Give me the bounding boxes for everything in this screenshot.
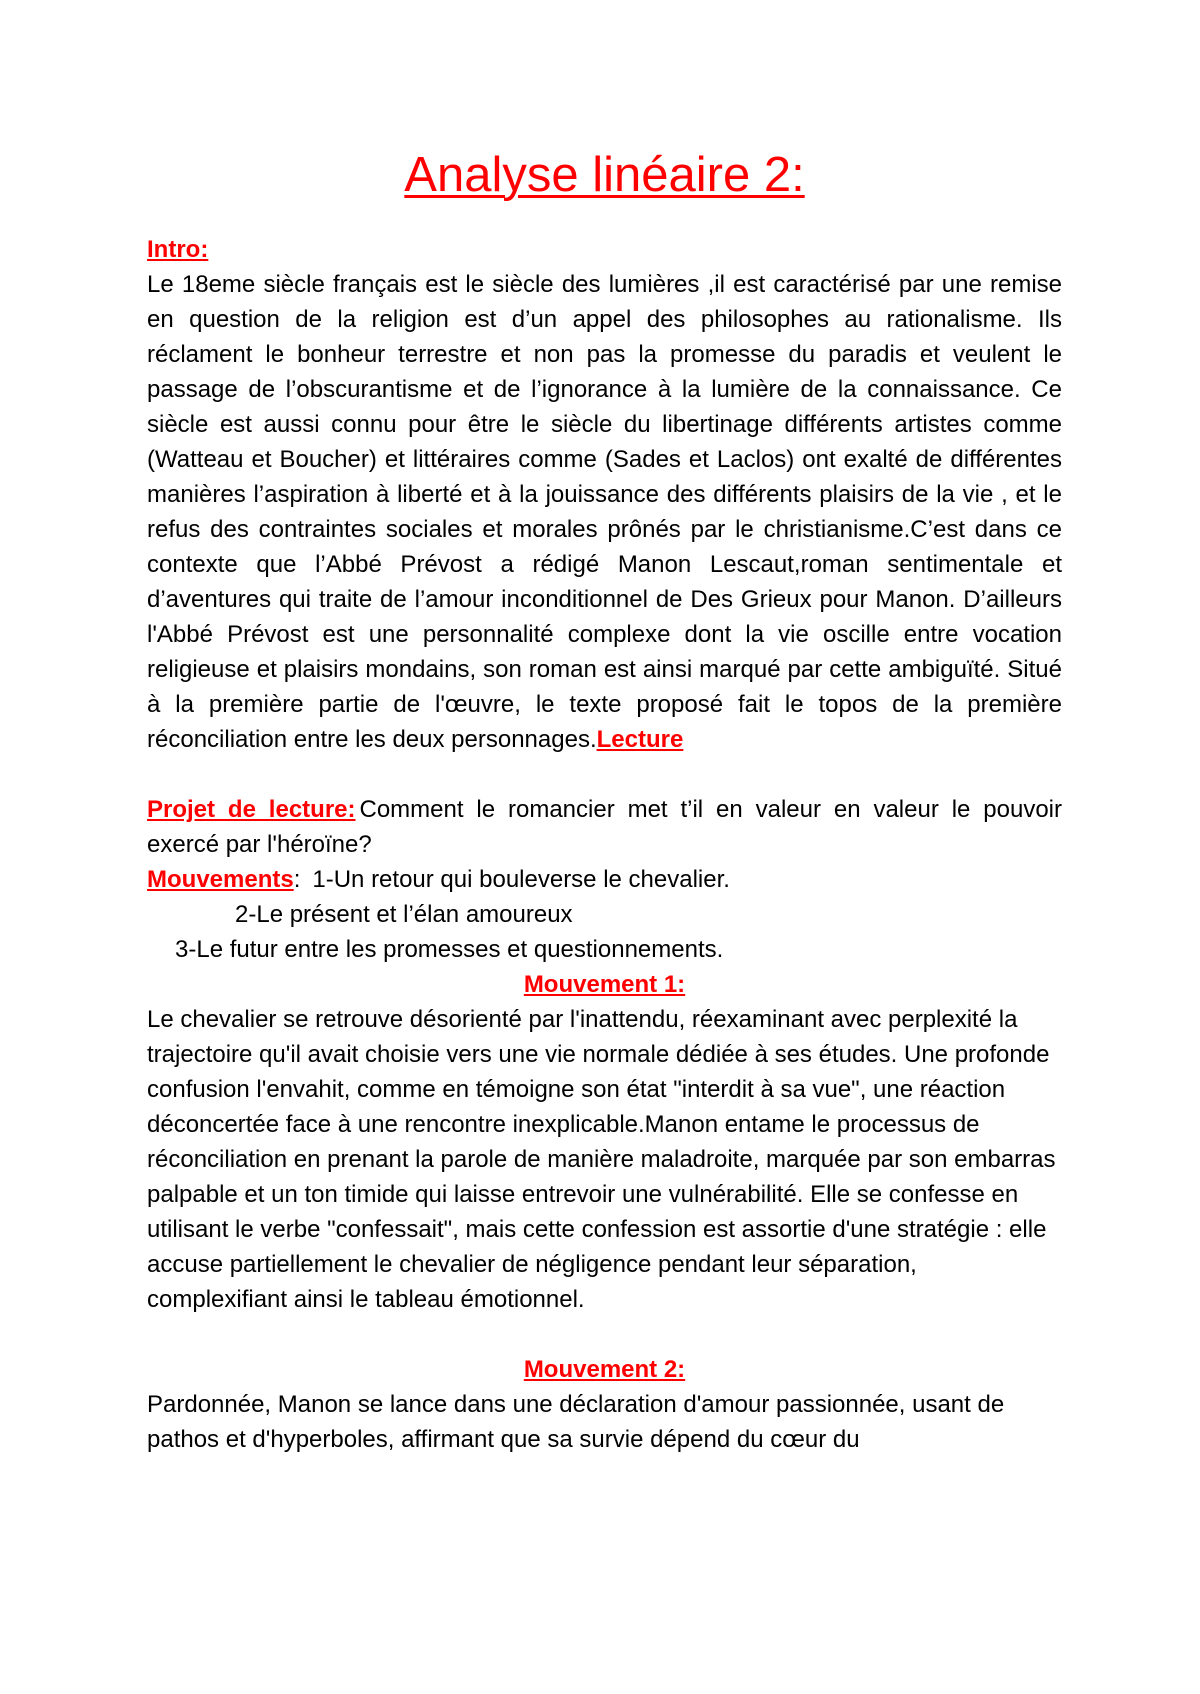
mouvements-item-3-line: [147, 932, 1062, 967]
intro-paragraph: [147, 267, 1062, 757]
mouvement1-paragraph: [147, 1002, 1062, 1317]
mouvement-item-1: 1-Un retour qui bouleverse le chevalier.: [312, 866, 730, 893]
mouvement1-heading: Mouvement 1:: [523, 971, 686, 998]
mouvement1-body: Le chevalier se retrouve désorienté par l'inattendu, réexaminant avec perplexité la trajectoire qu'il avait choisie vers une vie normale dédiée à ses études. Une profonde confusion l'envahit, comme en témoigne son état "interdit à sa vue", une réaction déconcertée face à une rencontre inexplicable.Manon entame le processus de réconciliation en prenant la parole de manière maladroite, marquée par son embarras palpable et un ton timide qui laisse entrevoir une vulnérabilité. Elle se confesse en utilisant le verbe "confessait", mais cette confession est assortie d'une stratégie : elle accuse partiellement le chevalier de négligence pendant leur séparation, complexifiant ainsi le tableau émotionnel.: [147, 1006, 1056, 1313]
mouvement2-paragraph: [147, 1387, 1062, 1457]
projet-paragraph: [147, 792, 1062, 862]
intro-heading-line: [147, 232, 1062, 267]
mouvements-separator: :: [293, 866, 301, 893]
spacer: [147, 757, 1062, 792]
mouvement2-body: Pardonnée, Manon se lance dans une déclaration d'amour passionnée, usant de pathos et d'hyperboles, affirmant que sa survie dépend du cœur du: [147, 1391, 1005, 1453]
mouvement2-heading: Mouvement 2:: [523, 1356, 686, 1383]
mouvement1-heading-line: [147, 967, 1062, 1002]
intro-heading: Intro:: [147, 236, 209, 263]
projet-label: Projet de lecture:: [147, 796, 356, 823]
mouvement-item-3: 3-Le futur entre les promesses et questionnements.: [175, 936, 724, 963]
projet-question: Comment le romancier met t’il en valeur en valeur le pouvoir exercé par l'héroïne?: [147, 796, 1062, 858]
mouvements-line: [147, 862, 1062, 897]
document-title: Analyse linéaire 2:: [404, 148, 805, 202]
mouvements-item-2-line: [147, 897, 1062, 932]
document-page: [147, 146, 1062, 1457]
lecture-link[interactable]: Lecture: [596, 726, 684, 753]
intro-body: Le 18eme siècle français est le siècle des lumières ,il est caractérisé par une remise en question de la religion est d’un appel des philosophes au rationalisme. Ils réclament le bonheur terrestre et non pas la promesse du paradis et veulent le passage de l’obscurantisme et de l’ignorance à la lumière de la connaissance. Ce siècle est aussi connu pour être le siècle du libertinage différents artistes comme (Watteau et Boucher) et littéraires comme (Sades et Laclos) ont exalté de différentes manières l’aspiration à liberté et à la jouissance des différents plaisirs de la vie , et le refus des contraintes sociales et morales prônés par le christianisme.C’est dans ce contexte que l’Abbé Prévost a rédigé Manon Lescaut,roman sentimentale et d’aventures qui traite de l’amour inconditionnel de Des Grieux pour Manon. D’ailleurs l'Abbé Prévost est une personnalité complexe dont la vie oscille entre vocation religieuse et plaisirs mondains, son roman est ainsi marqué par cette ambiguïté. Situé à la première partie de l'œuvre, le texte proposé fait le topos de la première réconciliation entre les deux personnages.: [147, 271, 1062, 753]
spacer: [147, 1317, 1062, 1352]
mouvement-item-2: 2-Le présent et l’élan amoureux: [235, 901, 573, 928]
mouvement2-heading-line: [147, 1352, 1062, 1387]
mouvements-label: Mouvements: [147, 866, 294, 893]
